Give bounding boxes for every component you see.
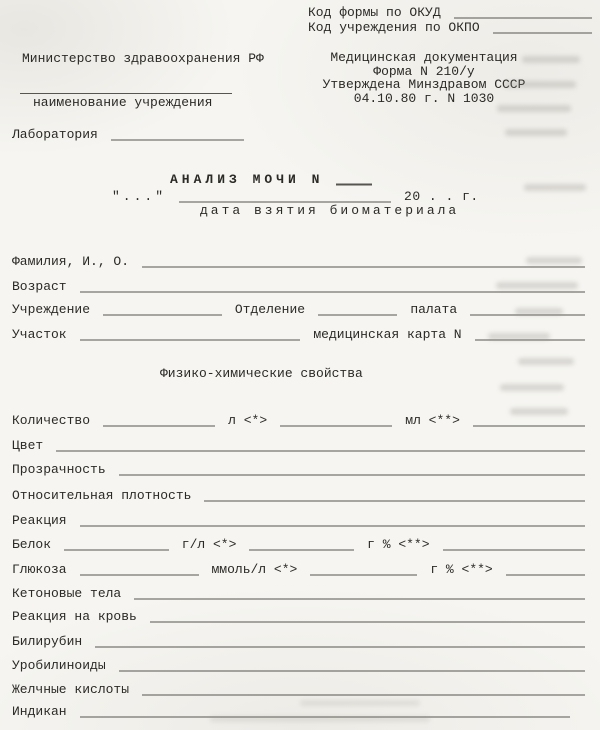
protein-blank-gpct <box>249 550 354 551</box>
reaction-label: Реакция <box>12 513 67 528</box>
date-caption: дата взятия биоматериала <box>200 203 460 218</box>
laboratory-blank <box>111 140 244 141</box>
doc-info-line: Утверждена Минздравом СССР <box>322 77 526 92</box>
scan-artifact <box>497 105 571 112</box>
okud-code-row <box>308 5 592 20</box>
quantity-blank-ml <box>280 426 392 427</box>
med-card-label: медицинская карта N <box>313 327 462 342</box>
quantity-row <box>12 413 585 428</box>
scan-artifact <box>500 384 564 391</box>
protein-blank-2 <box>443 550 585 551</box>
quantity-blank-l <box>103 426 215 427</box>
ketone-bodies-row <box>12 586 585 601</box>
patient-age-blank <box>80 292 585 293</box>
indican-label: Индикан <box>12 704 67 719</box>
doc-info-line: Медицинская документация <box>330 50 518 65</box>
date-year: 20 . . г. <box>404 189 479 204</box>
indican-blank <box>80 717 570 718</box>
department-label: Отделение <box>234 302 306 317</box>
scan-artifact <box>518 358 574 365</box>
bilirubin-label: Билирубин <box>12 634 83 649</box>
doc-info-block <box>308 51 540 105</box>
color-label: Цвет <box>12 438 44 453</box>
patient-age-row <box>12 279 585 294</box>
date-day-quote: "..." <box>112 189 167 204</box>
ward-label: палата <box>410 302 458 317</box>
doc-info-line: 04.10.80 г. N 1030 <box>353 90 495 106</box>
bilirubin-row <box>12 634 585 649</box>
color-row <box>12 438 585 453</box>
protein-unit-gpct: г % <**> <box>367 537 430 552</box>
reaction-blank <box>80 526 585 527</box>
institution-name-blank <box>20 85 232 94</box>
glucose-row <box>12 562 585 577</box>
quantity-label: Количество <box>12 413 91 428</box>
okpo-code-row <box>308 20 592 35</box>
relative-density-row <box>12 488 585 503</box>
bile-acids-label: Желчные кислоты <box>12 682 130 697</box>
med-card-blank <box>475 340 585 341</box>
ketone-bodies-blank <box>134 599 585 600</box>
scan-artifact <box>505 129 567 136</box>
okpo-code-label: Код учреждения по ОКПО <box>308 20 480 35</box>
ward-blank <box>470 315 585 316</box>
urobilinoids-row <box>12 658 585 673</box>
laboratory-label: Лаборатория <box>12 127 98 142</box>
quantity-unit-milliliters: мл <**> <box>405 413 460 428</box>
district-blank <box>80 340 301 341</box>
patient-age-label: Возраст <box>12 279 67 294</box>
okud-code-blank <box>454 18 592 19</box>
form-title: АНАЛИЗ МОЧИ N <box>170 172 324 187</box>
scan-artifact <box>524 184 586 191</box>
urobilinoids-label: Уробилиноиды <box>12 658 106 673</box>
ministry-label: Министерство здравоохранения РФ <box>22 51 264 66</box>
glucose-unit-gpct: г % <**> <box>430 562 493 577</box>
blood-reaction-blank <box>150 622 585 623</box>
protein-label: Белок <box>12 537 52 552</box>
protein-unit-gl: г/л <*> <box>181 537 237 552</box>
doc-info-line: Форма N 210/у <box>373 63 475 79</box>
protein-row <box>12 537 585 552</box>
urobilinoids-blank <box>119 671 585 672</box>
indican-row <box>12 704 570 719</box>
bilirubin-blank <box>95 647 585 648</box>
district-row <box>12 327 585 342</box>
protein-blank-gl <box>64 550 169 551</box>
reaction-row <box>12 513 585 528</box>
institution-blank <box>103 315 222 316</box>
transparency-label: Прозрачность <box>12 462 106 477</box>
form-number-blank <box>336 184 372 186</box>
glucose-blank-gpct <box>310 575 417 576</box>
glucose-label: Глюкоза <box>12 562 67 577</box>
relative-density-blank <box>204 501 585 502</box>
institution-label: Учреждение <box>12 302 91 317</box>
glucose-blank-mmol <box>80 575 199 576</box>
bile-acids-row <box>12 682 585 697</box>
ketone-bodies-label: Кетоновые тела <box>12 586 122 601</box>
patient-name-label: Фамилия, И., О. <box>12 254 130 269</box>
institution-row <box>12 302 585 317</box>
blood-reaction-label: Реакция на кровь <box>12 609 137 624</box>
transparency-blank <box>119 475 585 476</box>
glucose-blank-2 <box>506 575 585 576</box>
form-title-row <box>170 172 372 187</box>
okud-code-label: Код формы по ОКУД <box>308 5 441 20</box>
patient-name-row <box>12 254 585 269</box>
glucose-unit-mmol: ммоль/л <*> <box>211 562 298 577</box>
patient-name-blank <box>142 267 585 268</box>
laboratory-row <box>12 127 244 142</box>
quantity-blank-2 <box>473 426 585 427</box>
color-blank <box>56 451 585 452</box>
relative-density-label: Относительная плотность <box>12 488 192 503</box>
bile-acids-blank <box>142 695 585 696</box>
okpo-code-blank <box>493 33 592 34</box>
quantity-unit-liters: л <*> <box>228 413 268 428</box>
transparency-row <box>12 462 585 477</box>
date-row <box>112 189 480 204</box>
section-title: Физико-химические свойства <box>160 366 363 381</box>
department-blank <box>318 315 397 316</box>
institution-name-caption: наименование учреждения <box>33 95 213 110</box>
district-label: Участок <box>12 327 67 342</box>
blood-reaction-row <box>12 609 585 624</box>
